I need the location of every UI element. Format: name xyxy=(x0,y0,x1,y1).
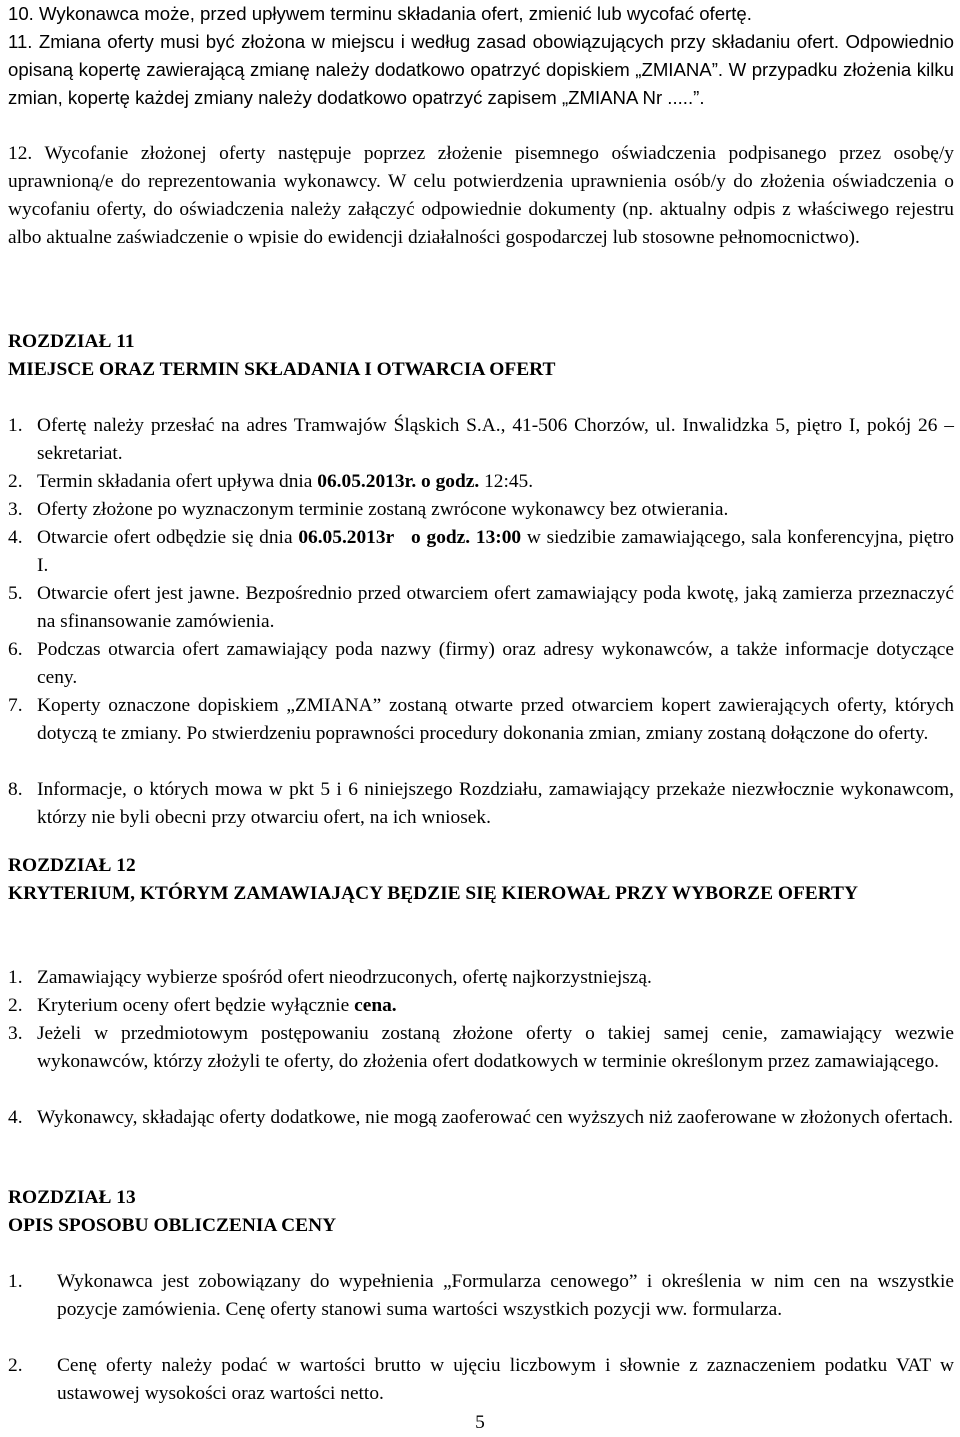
ch11-item-5: 5. Otwarcie ofert jest jawne. Bezpośrednio przed otwarciem ofert zamawiający poda kwotę, jaką zamierza przeznaczyć na sfinansowanie zamówienia. xyxy=(8,583,954,632)
ch13-item-1: 1. Wykonawca jest zobowiązany do wypełnienia „Formularza cenowego” i określenia w nim cen na wszystkie pozycje zamówienia. Cenę oferty stanowi suma wartości wszystkich pozycji ww. formularza. xyxy=(8,1271,954,1320)
ch11-item-4: 4. Otwarcie ofert odbędzie się dnia 06.05.2013r o godz. 13:00 w siedzibie zamawiającego, sala konferencyjna, piętro I. xyxy=(8,527,954,576)
paragraph-item-12: 12. Wycofanie złożonej oferty następuje poprzez złożenie pisemnego oświadczenia podpisanego przez osobę/y uprawnioną/e do reprezentowania wykonawcy. W celu potwierdzenia uprawnienia osób/y do złożenia oświadczenia o wycofaniu oferty, do oświadczenia należy załączyć odpowiednie dokumenty (np. aktualny odpis z właściwego rejestru albo aktualne zaświadczenie o wpisie do ewidencji działalności gospodarczej lub stosowne pełnomocnictwo). xyxy=(8,143,954,248)
page-number: 5 xyxy=(475,1412,485,1433)
chapter-12-title: ROZDZIAŁ 12 xyxy=(8,855,136,876)
ch11-item-3: 3. Oferty złożone po wyznaczonym terminie zostaną zwrócone wykonawcy bez otwierania. xyxy=(8,499,729,520)
ch11-item-7: 7. Koperty oznaczone dopiskiem „ZMIANA” zostaną otwarte przed otwarciem kopert zawierających oferty, których dotyczą te zmiany. Po stwierdzeniu poprawności procedury dokonania zmian, zmiany zostaną dołączone do oferty. xyxy=(8,695,954,744)
ch12-item-3: 3. Jeżeli w przedmiotowym postępowaniu zostaną złożone oferty o takiej samej cenie, zamawiający wezwie wykonawców, którzy złożyli te oferty, do złożenia ofert dodatkowych w terminie określonym przez zamawiającego. xyxy=(8,1023,954,1072)
paragraph-item-11: 11. Zmiana oferty musi być złożona w miejscu i według zasad obowiązujących przy składaniu ofert. Odpowiednio opisaną kopertę zawierającą zmianę należy dodatkowo opatrzyć dopiskiem „ZMIANA”. W przypadku złożenia kilku zmian, kopertę każdej zmiany należy dodatkowo opatrzyć zapisem „ZMIANA Nr .....”. xyxy=(8,31,954,108)
ch11-item-2: 2. Termin składania ofert upływa dnia 06.05.2013r. o godz. 12:45. xyxy=(8,471,534,492)
chapter-12-subtitle: KRYTERIUM, KTÓRYM ZAMAWIAJĄCY BĘDZIE SIĘ KIEROWAŁ PRZY WYBORZE OFERTY xyxy=(8,883,858,904)
chapter-11-subtitle: MIEJSCE ORAZ TERMIN SKŁADANIA I OTWARCIA OFERT xyxy=(8,359,556,380)
ch13-item-2: 2. Cenę oferty należy podać w wartości brutto w ujęciu liczbowym i słownie z zaznaczeniem podatku VAT w ustawowej wysokości oraz wartości netto. xyxy=(8,1355,954,1404)
ch11-item-1: 1. Ofertę należy przesłać na adres Tramwajów Śląskich S.A., 41-506 Chorzów, ul. Inwalidzka 5, piętro I, pokój 26 – sekretariat. xyxy=(8,415,954,464)
chapter-11-title: ROZDZIAŁ 11 xyxy=(8,331,135,352)
chapter-13-subtitle: OPIS SPOSOBU OBLICZENIA CENY xyxy=(8,1215,337,1236)
ch12-item-2: 2. Kryterium oceny ofert będzie wyłącznie cena. xyxy=(8,995,397,1016)
ch11-item-6: 6. Podczas otwarcia ofert zamawiający poda nazwy (firmy) oraz adresy wykonawców, a także informacje dotyczące ceny. xyxy=(8,639,954,688)
ch12-item-1: 1. Zamawiający wybierze spośród ofert nieodrzuconych, ofertę najkorzystniejszą. xyxy=(8,967,652,988)
ch11-item-8: 8. Informacje, o których mowa w pkt 5 i 6 niniejszego Rozdziału, zamawiający przekaże niezwłocznie wykonawcom, którzy nie byli obecni przy otwarciu ofert, na ich wniosek. xyxy=(8,779,954,828)
paragraph-item-10: 10. Wykonawca może, przed upływem terminu składania ofert, zmienić lub wycofać ofertę. xyxy=(8,3,752,24)
ch12-item-4: 4. Wykonawcy, składając oferty dodatkowe, nie mogą zaoferować cen wyższych niż zaoferowane w złożonych ofertach. xyxy=(8,1107,954,1128)
chapter-13-title: ROZDZIAŁ 13 xyxy=(8,1187,136,1208)
